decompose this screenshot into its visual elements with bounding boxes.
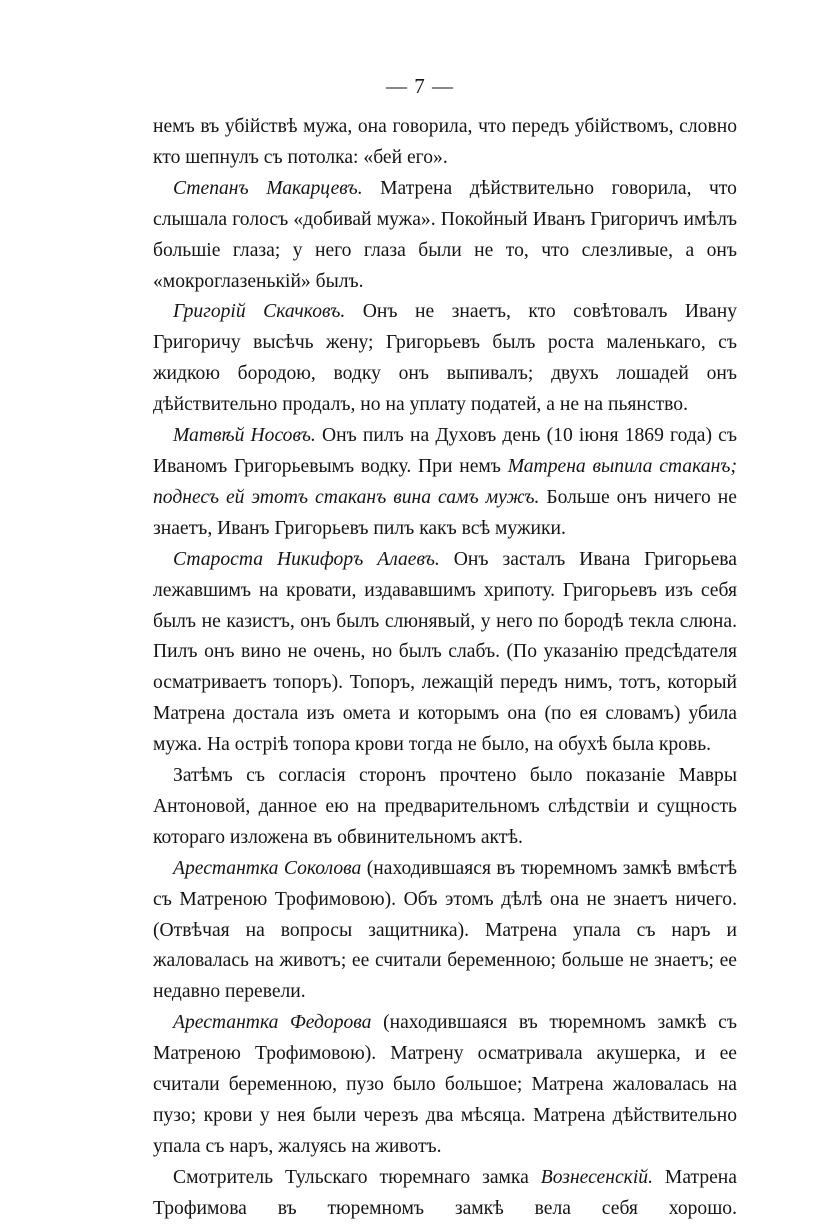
speaker-name: Арестантка Соколова <box>173 857 362 879</box>
page-number: — 7 — <box>386 74 454 98</box>
paragraph-text: Затѣмъ съ согласія сторонъ прочтено было показаніе Мавры Антоновой, данное ею на предварительномъ слѣдствіи и сущность котораго изложена въ обвинительномъ актѣ. <box>153 765 737 848</box>
speaker-name: Матвѣй Носовъ. <box>173 425 316 447</box>
paragraph-text: Смотритель Тульскаго тюремнаго замка <box>173 1166 541 1188</box>
speaker-name: Арестантка Федорова <box>173 1012 372 1034</box>
paragraph-text: немъ въ убійствѣ мужа, она говорила, что передъ убійствомъ, словно кто шепнулъ съ потолка: «бей его». <box>153 116 737 168</box>
paragraph-testimony-skachkov <box>153 297 737 421</box>
paragraph-text: Онъ засталъ Ивана Григорьева лежавшимъ на кровати, издававшимъ хрипоту. Григорьевъ изъ себя былъ не казистъ, онъ былъ слюнявый, у него по бородѣ текла слюна. Пилъ онъ вино не очень, но былъ слабъ. (По указанію предсѣдателя осматриваетъ топоръ). Топоръ, лежащій передъ нимъ, тотъ, который Матрена достала изъ омета и которымъ она (по ея словамъ) убила мужа. На остріѣ топора крови тогда не было, на обухѣ была кровь. <box>153 548 737 756</box>
body-text <box>153 112 737 1225</box>
paragraph-text: Онъ не знаетъ, кто совѣтовалъ Ивану Григоричу высѣчь жену; Григорьевъ былъ роста маленькаго, съ жидкою бородою, водку онъ выпивалъ; двухъ лошадей онъ дѣйствительно продалъ, но на уплату податей, а не на пьянство. <box>153 301 738 416</box>
paragraph-testimony-alaev <box>153 545 737 761</box>
paragraph-testimony-fedorova <box>153 1008 737 1163</box>
paragraph-text: (находившаяся въ тюремномъ замкѣ съ Матреною Трофимовою). Матрену осматривала акушерка, и ее считали беременною, пузо было большое; Матрена жаловалась на пузо; крови у нея были черезъ два мѣсяца. Матрена дѣйствительно упала съ наръ, жалуясь на животъ. <box>153 1012 737 1157</box>
paragraph-reading-statement <box>153 761 737 854</box>
speaker-name: Григорій Скачковъ. <box>173 301 346 323</box>
paragraph-testimony-voznesensky <box>153 1163 737 1225</box>
paragraph-testimony-makartsev <box>153 174 737 298</box>
speaker-name: Степанъ Макарцевъ. <box>173 177 363 199</box>
paragraph-text: Онъ пилъ на Духовъ день (10 іюня 1869 года) съ Иваномъ Григорьевымъ водку. При немъ <box>153 425 738 477</box>
paragraph-text: Больше онъ ничего не знаетъ, Иванъ Григорьевъ пилъ какъ всѣ мужики. <box>153 486 737 539</box>
speaker-name: Староста Никифоръ Алаевъ. <box>173 548 440 570</box>
paragraph-text: (находившаяся въ тюремномъ замкѣ вмѣстѣ съ Матреною Трофимовою). Объ этомъ дѣлѣ она не знаетъ ничего. (Отвѣчая на вопросы защитника). Матрена упала съ наръ и жаловалась на животъ; ее считали беременною; больше не знаетъ; ее недавно перевели. <box>153 857 737 1003</box>
paragraph-testimony-sokolova <box>153 854 737 1009</box>
speaker-name: Вознесенскій. <box>540 1166 653 1188</box>
paragraph-testimony-nosov <box>153 421 737 545</box>
paragraph-text: Матрена Трофимова въ тюремномъ замкѣ вела себя хорошо. <box>153 1166 737 1219</box>
emphasized-text: Матрена выпила стаканъ; поднесъ ей этотъ стаканъ вина самъ мужъ. <box>153 455 737 508</box>
paragraph-text: Матрена дѣйствительно говорила, что слышала голосъ «добивай мужа». Покойный Иванъ Григоричъ имѣлъ большіе глаза; у него глаза были не то, что слезливые, а онъ «мокроглазенькій» былъ. <box>153 177 737 292</box>
paragraph-continuation <box>153 112 737 174</box>
